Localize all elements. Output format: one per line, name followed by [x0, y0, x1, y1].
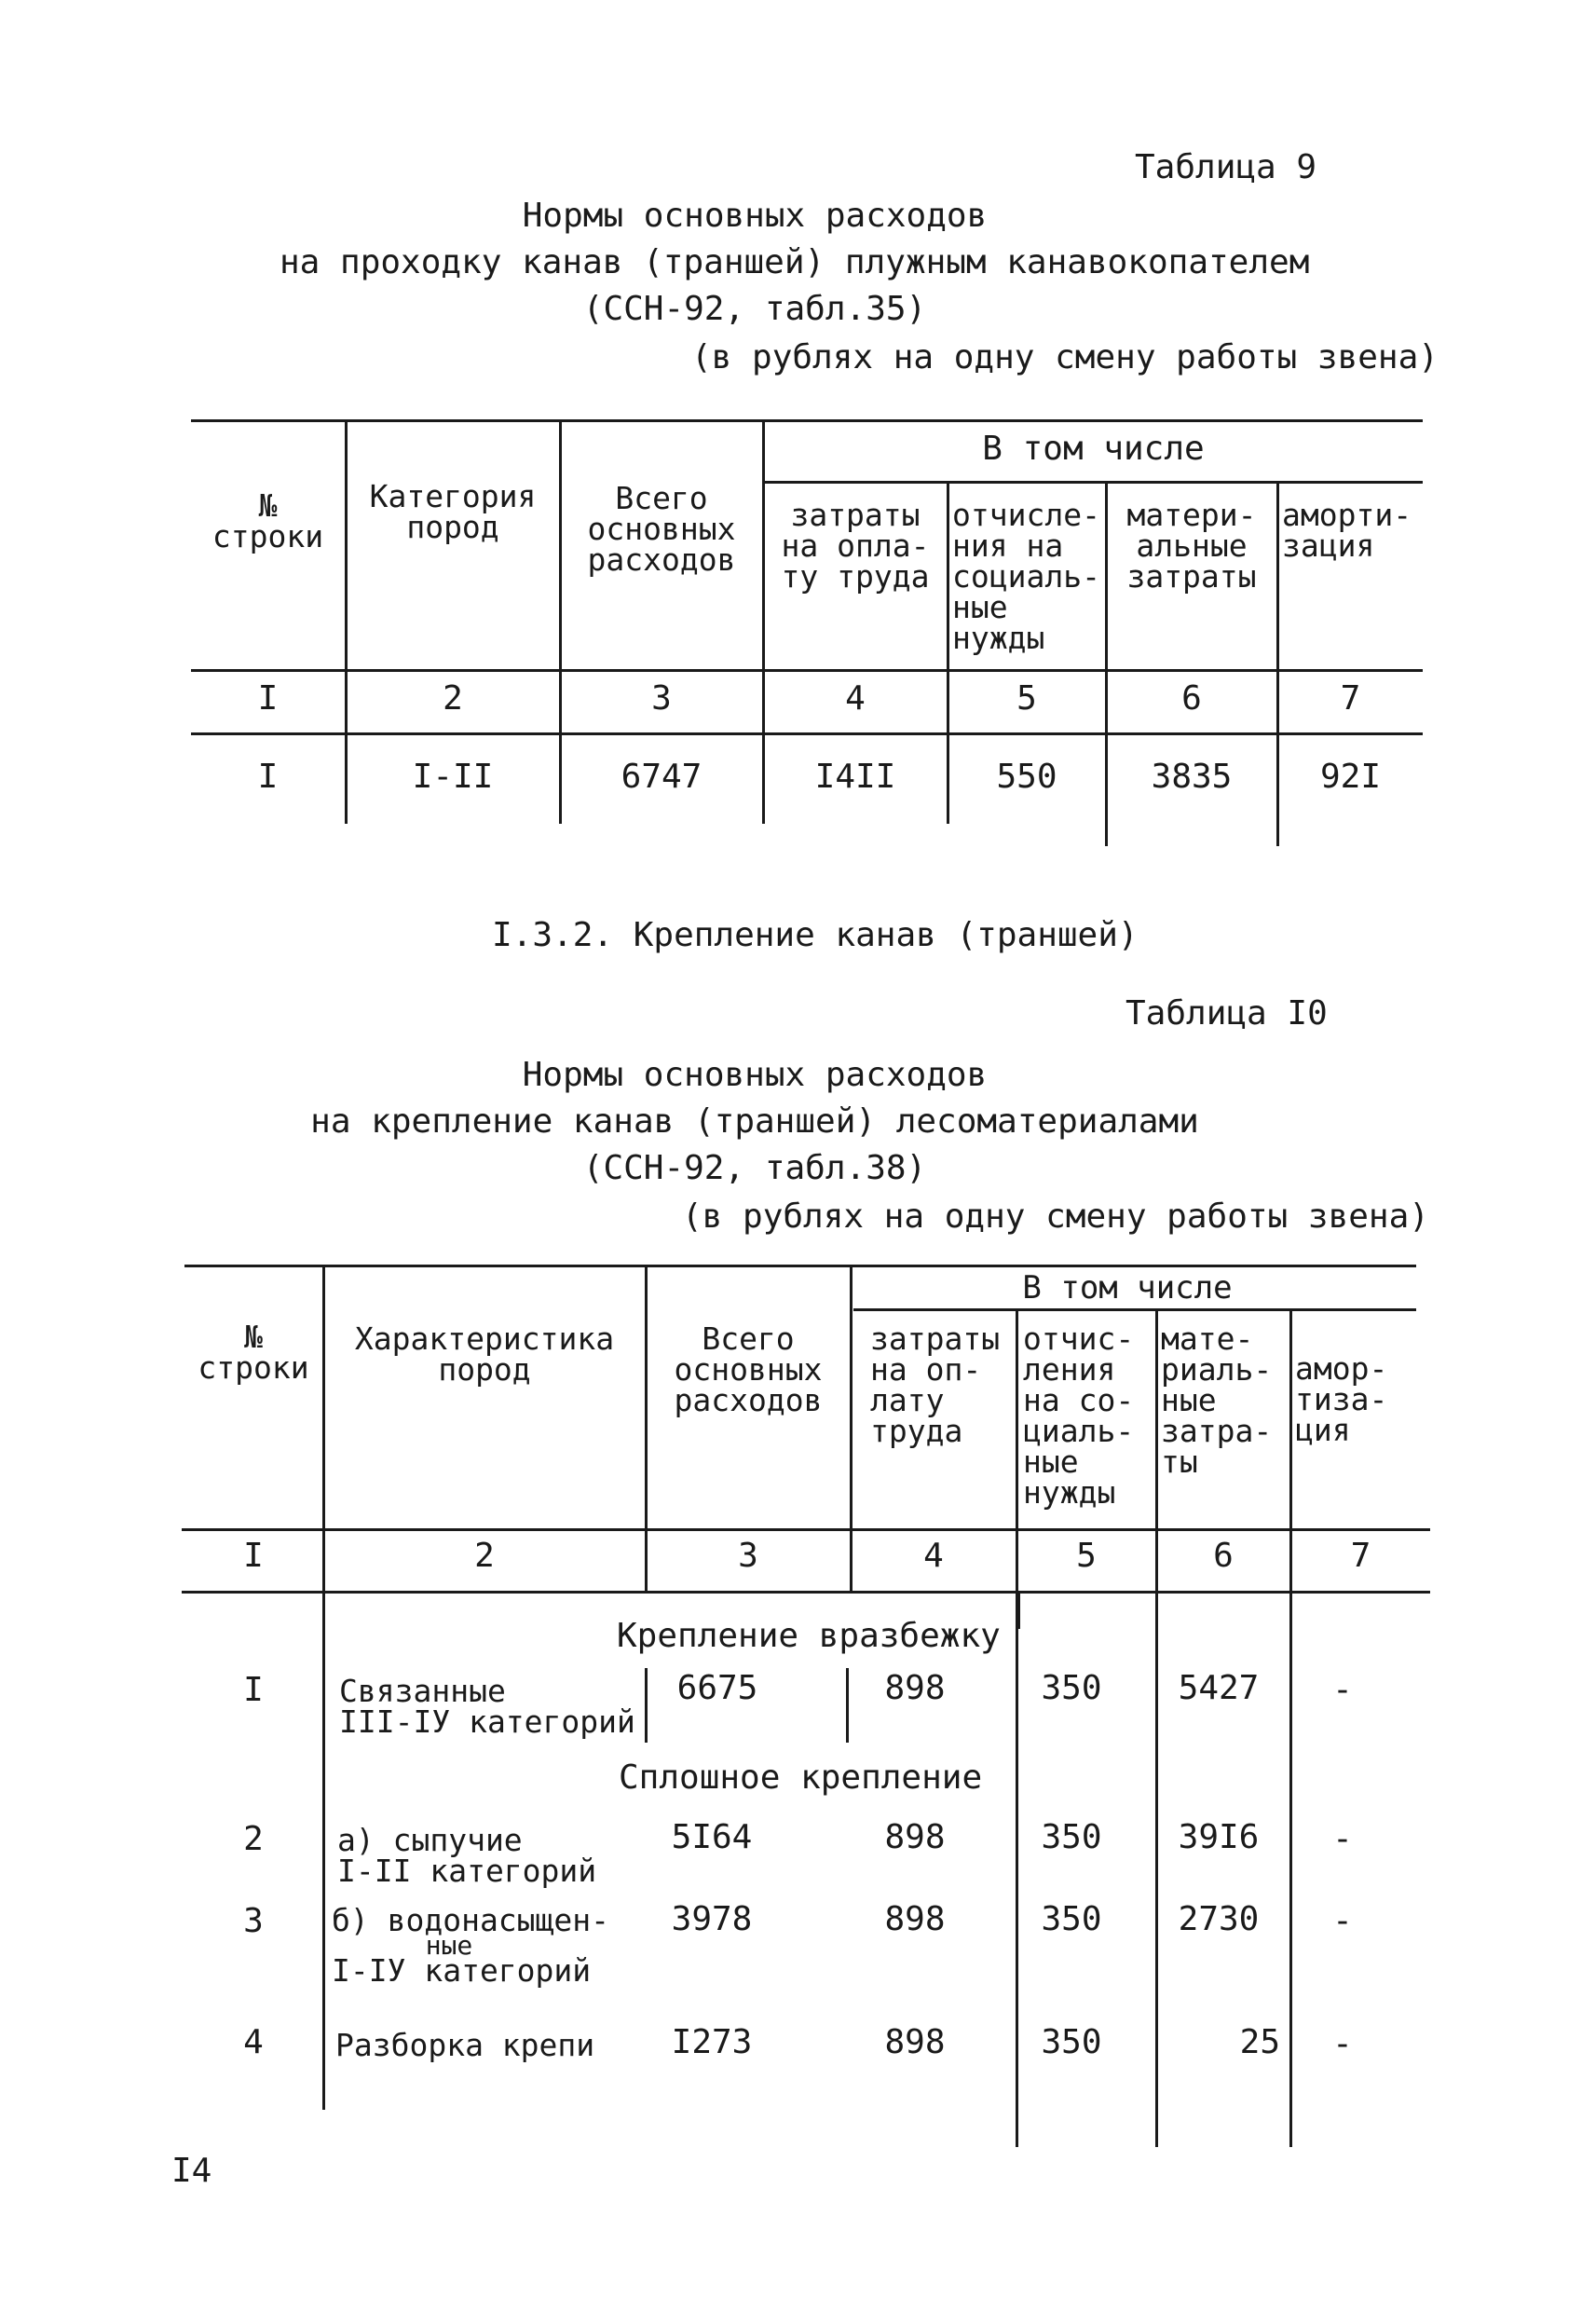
table10-vline: [846, 1668, 849, 1743]
table10-header-bottom-rule: [182, 1528, 1430, 1531]
table10-header-col3: Всего основных расходов: [674, 1320, 823, 1418]
table10-cell-total: 6675: [676, 1669, 758, 1707]
table10-cell-social: 350: [1041, 1818, 1102, 1856]
table10-colnum: 7: [1350, 1537, 1371, 1575]
table10-colnum: 3: [738, 1537, 758, 1575]
table10-cell-total: I273: [671, 2023, 753, 2061]
table9-colnum: I: [257, 679, 279, 718]
table10-cell-material: 2730: [1178, 1900, 1260, 1938]
table10-vline: [1016, 1310, 1018, 2147]
table10-cell-amort: -: [1332, 2025, 1353, 2063]
table10-top-rule: [184, 1265, 1416, 1267]
table10-header-col7: амор- тиза- ция: [1295, 1350, 1388, 1448]
table10-vline: [1155, 1310, 1158, 2147]
table10-colnum: 4: [923, 1537, 944, 1575]
table10-title-line2: на крепление канав (траншей) лесоматериалами: [310, 1102, 1199, 1141]
table10-colnum: 6: [1213, 1537, 1234, 1575]
table9-colnum: 5: [1016, 679, 1037, 718]
table9-header-col6: матери- альные затраты: [1126, 497, 1257, 595]
table10-header-col5: отчис- ления на со- циаль- ные нужды: [1023, 1320, 1135, 1511]
table9-title-line2: на проходку канав (траншей) плужным канавокопателем: [280, 243, 1310, 281]
table9-colnum: 4: [845, 679, 866, 718]
table10-cell-social: 350: [1041, 1669, 1102, 1707]
table10-group1-title: Крепление вразбежку: [617, 1617, 1001, 1655]
table9-colnum: 3: [651, 679, 672, 718]
table10-row-desc: б) водонасыщен- ные I-IУ категорий: [332, 1902, 610, 1989]
table10-cell-social: 350: [1041, 1900, 1102, 1938]
table10-vline: [1017, 1592, 1020, 1629]
table9-header-col2: Категория пород: [369, 478, 537, 545]
table10-row-number: 4: [243, 2023, 264, 2061]
table10-unit: (в рублях на одну смену работы звена): [682, 1197, 1429, 1236]
table10-row-desc: а) сыпучие I-II категорий: [337, 1822, 597, 1889]
table10-title-line3: (ССН-92, табл.38): [582, 1149, 927, 1187]
table9-header-col1: № строки: [211, 487, 324, 554]
table10-colnum-bottom-rule: [182, 1591, 1430, 1594]
table9-colnum-bottom-rule: [191, 732, 1423, 735]
table10-cell-labor: 898: [884, 1900, 946, 1938]
table9-header-col5: отчисле- ния на социаль- ные нужды: [952, 497, 1100, 656]
table9-cell: I-II: [412, 758, 494, 796]
table10-cell-material: 39I6: [1178, 1818, 1260, 1856]
table9-cell: I: [257, 758, 279, 796]
page-number: I4: [171, 2152, 212, 2190]
table9-colnum: 7: [1340, 679, 1361, 718]
section-title: I.3.2. Крепление канав (траншей): [492, 916, 1139, 954]
table10-row-desc: Связанные III-IУ категорий: [339, 1673, 635, 1740]
table10-cell-total: 5I64: [671, 1818, 753, 1856]
table9-label: Таблица 9: [1135, 148, 1317, 186]
table9-colnum: 6: [1181, 679, 1202, 718]
table10-header-col2: Характеристика пород: [354, 1320, 615, 1388]
table9-colnum: 2: [443, 679, 463, 718]
table9-cell: 6747: [621, 758, 703, 796]
table10-cell-labor: 898: [884, 1669, 946, 1707]
table9-cell: 3835: [1151, 758, 1233, 796]
table10-header-col1: № строки: [198, 1319, 309, 1386]
table10-cell-social: 350: [1041, 2023, 1102, 2061]
table10-vline: [1289, 1310, 1292, 2147]
table10-cell-labor: 898: [884, 2023, 946, 2061]
table10-group-header: В том числе: [1022, 1269, 1233, 1306]
table10-row-number: 2: [243, 1820, 264, 1858]
table10-cell-material: 5427: [1178, 1669, 1260, 1707]
table10-cell-material: 25: [1239, 2023, 1280, 2061]
table10-cell-labor: 898: [884, 1818, 946, 1856]
table9-header-col4: затраты на опла- ту труда: [781, 497, 930, 595]
table9-title-line3: (ССН-92, табл.35): [582, 290, 927, 328]
table10-cell-amort: -: [1332, 1671, 1353, 1709]
table10-row-number: I: [243, 1671, 264, 1709]
table10-vline: [322, 1266, 325, 2110]
table10-vline: [645, 1668, 648, 1743]
table10-cell-amort: -: [1332, 1902, 1353, 1940]
table9-unit: (в рублях на одну смену работы звена): [691, 338, 1439, 376]
table10-header-col6: мате- риаль- ные затра- ты: [1161, 1320, 1273, 1480]
table9-cell: I4II: [814, 758, 896, 796]
table9-header-col3: Всего основных расходов: [587, 480, 736, 578]
table9-header-bottom-rule: [191, 669, 1423, 672]
table10-header-col4: затраты на оп- лату труда: [870, 1320, 1001, 1449]
table9-cell: 92I: [1319, 758, 1382, 796]
table10-label: Таблица I0: [1125, 994, 1328, 1033]
table9-group-rule: [764, 481, 1423, 484]
table9-group-header: В том числе: [982, 430, 1205, 468]
table10-group-rule: [853, 1308, 1416, 1311]
table10-row-desc: Разборка крепи: [335, 2027, 595, 2063]
table9-header-col7: аморти- зация: [1282, 497, 1412, 564]
table9-cell: 550: [996, 758, 1057, 796]
table10-title-line1: Нормы основных расходов: [522, 1056, 988, 1094]
table10-colnum: 5: [1076, 1537, 1097, 1575]
table10-cell-total: 3978: [671, 1900, 753, 1938]
table10-group2-title: Сплошное крепление: [619, 1758, 983, 1797]
table10-cell-amort: -: [1332, 1820, 1353, 1858]
table9-title-line1: Нормы основных расходов: [522, 197, 988, 235]
table9-top-rule: [191, 419, 1423, 422]
table10-row-number: 3: [243, 1902, 264, 1940]
table10-colnum: 2: [474, 1537, 495, 1575]
table10-colnum: I: [243, 1537, 264, 1575]
